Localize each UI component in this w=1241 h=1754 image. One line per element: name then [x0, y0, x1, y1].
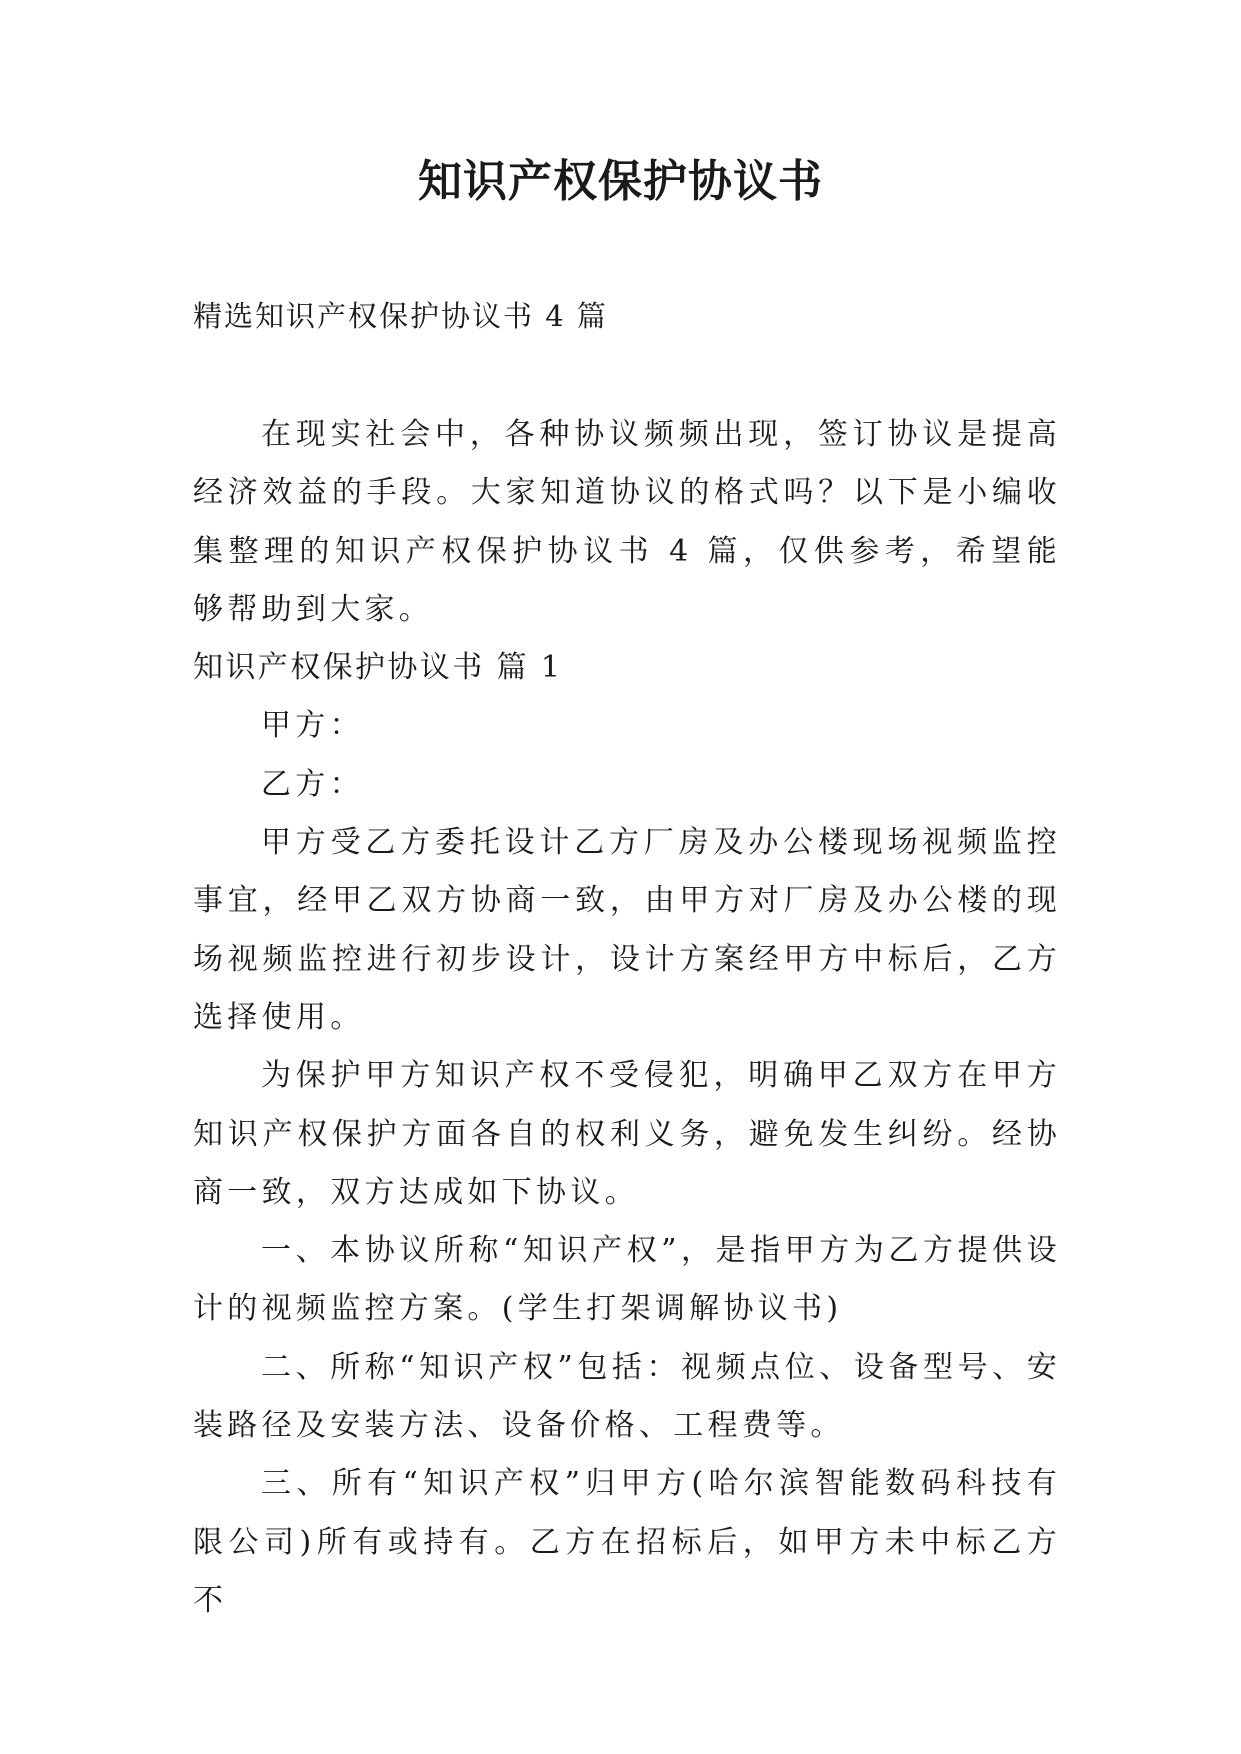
section-heading: 知识产权保护协议书 篇 1 [193, 650, 563, 686]
body-paragraph: 甲方受乙方委托设计乙方厂房及办公楼现场视频监控事宜，经甲乙双方协商一致，由甲方对厂房及办公楼的现场视频监控进行初步设计，设计方案经甲方中标后，乙方选择使用。 [193, 825, 1061, 1035]
clause-paragraph: 一、本协议所称“知识产权”，是指甲方为乙方提供设计的视频监控方案。(学生打架调解协议书) [193, 1233, 1061, 1327]
document-title: 知识产权保护协议书 [418, 156, 823, 207]
body-paragraph: 为保护甲方知识产权不受侵犯，明确甲乙双方在甲方知识产权保护方面各自的权利义务，避免发生纠纷。经协商一致，双方达成如下协议。 [193, 1058, 1061, 1210]
document-body [193, 406, 1061, 1630]
clause-paragraph: 二、所称“知识产权”包括：视频点位、设备型号、安装路径及安装方法、设备价格、工程费等。 [193, 1349, 1061, 1444]
party-a-line: 甲方： [261, 708, 364, 744]
clause-paragraph: 三、所有“知识产权”归甲方(哈尔滨智能数码科技有限公司)所有或持有。乙方在招标后，如甲方未中标乙方不 [193, 1466, 1061, 1618]
document-subtitle: 精选知识产权保护协议书 4 篇 [193, 299, 608, 333]
party-b-line: 乙方： [261, 766, 364, 802]
intro-paragraph: 在现实社会中，各种协议频频出现，签订协议是提高经济效益的手段。大家知道协议的格式吗？以下是小编收集整理的知识产权保护协议书 4 篇，仅供参考，希望能够帮助到大家。 [193, 417, 1061, 627]
